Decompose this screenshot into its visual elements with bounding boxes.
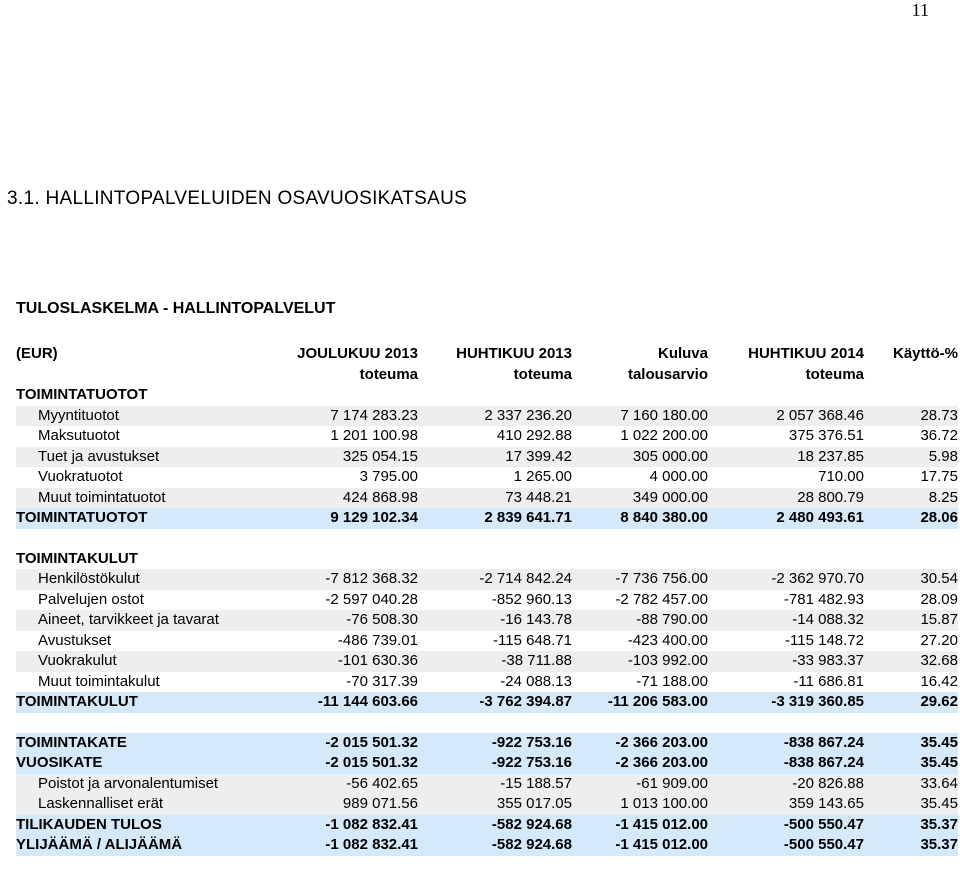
- value-cell: -20 826.88: [708, 774, 864, 795]
- table-row: [16, 426, 958, 447]
- value-cell: 35.45: [864, 753, 958, 774]
- value-cell: -7 812 368.32: [274, 569, 418, 590]
- value-cell: -3 762 394.87: [418, 692, 572, 713]
- value-cell: 1 265.00: [513, 468, 572, 485]
- value-cell: -2 015 501.32: [274, 733, 418, 754]
- value-cell: 16.42: [920, 672, 958, 690]
- value-cell: 17.75: [920, 468, 958, 485]
- value-cell: -101 630.36: [274, 651, 418, 672]
- value-cell: -2 366 203.00: [572, 753, 708, 774]
- row-label: Aineet, tarvikkeet ja tavarat: [16, 610, 274, 631]
- section-label: TOIMINTATUOTOT: [16, 386, 148, 403]
- column-header: HUHTIKUU 2013: [456, 345, 572, 362]
- value-cell: -11 144 603.66: [274, 692, 418, 713]
- value-cell: -103 992.00: [572, 651, 708, 672]
- value-cell: -16 143.78: [418, 610, 572, 631]
- table-row: [16, 753, 958, 774]
- column-subheader: toteuma: [513, 365, 572, 383]
- table-row: [16, 815, 958, 836]
- value-cell: -500 550.47: [708, 835, 864, 856]
- value-cell: 359 143.65: [708, 794, 864, 815]
- value-cell: 2 337 236.20: [418, 406, 572, 427]
- spacer-row: [16, 713, 958, 733]
- value-cell: -11 206 583.00: [572, 692, 708, 713]
- value-cell: 1 013 100.00: [572, 794, 708, 815]
- column-header: Kuluva: [657, 345, 708, 362]
- value-cell: 29.62: [864, 692, 958, 713]
- empty-cell: [16, 365, 274, 386]
- value-cell: 36.72: [920, 427, 958, 444]
- value-cell: -11 686.81: [793, 672, 864, 690]
- value-cell: 355 017.05: [418, 794, 572, 815]
- report-title: TULOSLASKELMA - HALLINTOPALVELUT: [16, 300, 336, 317]
- row-label: Henkilöstökulut: [16, 569, 274, 590]
- value-cell: -838 867.24: [708, 733, 864, 754]
- row-label: TILIKAUDEN TULOS: [16, 815, 274, 836]
- row-label: YLIJÄÄMÄ / ALIJÄÄMÄ: [16, 835, 274, 856]
- value-cell: -1 415 012.00: [572, 835, 708, 856]
- value-cell: -2 366 203.00: [572, 733, 708, 754]
- value-cell: -2 015 501.32: [274, 753, 418, 774]
- value-cell: -500 550.47: [708, 815, 864, 836]
- value-cell: 35.37: [864, 835, 958, 856]
- value-cell: -922 753.16: [418, 733, 572, 754]
- value-cell: -71 188.00: [636, 672, 708, 690]
- column-header: Käyttö-%: [892, 345, 958, 362]
- table-row: [16, 672, 958, 693]
- value-cell: -423 400.00: [627, 631, 708, 649]
- value-cell: 2 839 641.71: [418, 508, 572, 529]
- value-cell: 32.68: [864, 651, 958, 672]
- table-row: [16, 508, 958, 529]
- table-row: [16, 569, 958, 590]
- value-cell: 28.73: [864, 406, 958, 427]
- value-cell: 7 174 283.23: [274, 406, 418, 427]
- value-cell: 7 160 180.00: [572, 406, 708, 427]
- value-cell: -24 088.13: [500, 672, 572, 690]
- unit-label: (EUR): [16, 345, 58, 362]
- row-label: Muut toimintatuotot: [16, 488, 274, 509]
- table-row: [16, 794, 958, 815]
- value-cell: 73 448.21: [418, 488, 572, 509]
- value-cell: 9 129 102.34: [274, 508, 418, 529]
- section-heading-row: [16, 549, 958, 570]
- row-label: Vuokratuotot: [38, 468, 123, 485]
- value-cell: -582 924.68: [418, 815, 572, 836]
- value-cell: 28.09: [920, 590, 958, 608]
- value-cell: -1 082 832.41: [274, 815, 418, 836]
- table-row: [16, 406, 958, 427]
- value-cell: 35.45: [864, 733, 958, 754]
- value-cell: -70 317.39: [346, 672, 418, 690]
- value-cell: 2 480 493.61: [708, 508, 864, 529]
- value-cell: -7 736 756.00: [572, 569, 708, 590]
- value-cell: -33 983.37: [708, 651, 864, 672]
- spacer-cell: [16, 529, 958, 549]
- value-cell: 1 022 200.00: [620, 427, 708, 444]
- value-cell: -486 739.01: [337, 631, 418, 649]
- value-cell: 27.20: [920, 631, 958, 649]
- value-cell: -38 711.88: [418, 651, 572, 672]
- value-cell: -2 714 842.24: [418, 569, 572, 590]
- value-cell: -2 597 040.28: [325, 590, 418, 608]
- row-label: Maksutuotot: [38, 427, 120, 444]
- row-label: TOIMINTAKATE: [16, 733, 274, 754]
- value-cell: -56 402.65: [274, 774, 418, 795]
- row-label: Vuokrakulut: [16, 651, 274, 672]
- table-row: [16, 692, 958, 713]
- value-cell: 28.06: [864, 508, 958, 529]
- row-label: VUOSIKATE: [16, 753, 274, 774]
- value-cell: 5.98: [864, 447, 958, 468]
- income-statement-table: [16, 344, 958, 856]
- column-subheader: toteuma: [805, 365, 864, 383]
- table-row: [16, 631, 958, 652]
- row-label: Avustukset: [38, 631, 112, 649]
- value-cell: -3 319 360.85: [708, 692, 864, 713]
- table-row: [16, 733, 958, 754]
- value-cell: -115 148.72: [785, 631, 864, 649]
- value-cell: -14 088.32: [708, 610, 864, 631]
- table-row: [16, 610, 958, 631]
- row-label: TOIMINTATUOTOT: [16, 508, 274, 529]
- value-cell: -2 362 970.70: [708, 569, 864, 590]
- value-cell: -15 188.57: [418, 774, 572, 795]
- row-label: Poistot ja arvonalentumiset: [16, 774, 274, 795]
- header-row-1: [16, 344, 958, 365]
- value-cell: 35.45: [864, 794, 958, 815]
- value-cell: 710.00: [818, 468, 864, 485]
- value-cell: 325 054.15: [274, 447, 418, 468]
- section-heading-row: [16, 385, 958, 406]
- value-cell: 17 399.42: [418, 447, 572, 468]
- table-row: [16, 835, 958, 856]
- value-cell: 28 800.79: [708, 488, 864, 509]
- page-number: 11: [911, 0, 929, 20]
- value-cell: -582 924.68: [418, 835, 572, 856]
- value-cell: 424 868.98: [274, 488, 418, 509]
- value-cell: 349 000.00: [572, 488, 708, 509]
- value-cell: -88 790.00: [572, 610, 708, 631]
- spacer-row: [16, 529, 958, 549]
- value-cell: 375 376.51: [788, 427, 864, 444]
- value-cell: 3 795.00: [359, 468, 418, 485]
- value-cell: 410 292.88: [496, 427, 572, 444]
- value-cell: 1 201 100.98: [330, 427, 418, 444]
- row-label: TOIMINTAKULUT: [16, 692, 274, 713]
- value-cell: -76 508.30: [274, 610, 418, 631]
- table-row: [16, 488, 958, 509]
- row-label: Myyntituotot: [16, 406, 274, 427]
- table-row: [16, 651, 958, 672]
- row-label: Tuet ja avustukset: [16, 447, 274, 468]
- value-cell: 8.25: [864, 488, 958, 509]
- value-cell: -115 648.71: [493, 631, 572, 649]
- header-row-2: [16, 365, 958, 386]
- value-cell: 2 057 368.46: [708, 406, 864, 427]
- value-cell: 989 071.56: [274, 794, 418, 815]
- row-label: Laskennalliset erät: [16, 794, 274, 815]
- row-label: Palvelujen ostot: [38, 590, 144, 608]
- value-cell: -1 082 832.41: [274, 835, 418, 856]
- value-cell: 4 000.00: [649, 468, 708, 485]
- column-subheader: toteuma: [359, 365, 418, 383]
- section-label: TOIMINTAKULUT: [16, 549, 138, 567]
- column-header: HUHTIKUU 2014: [748, 345, 864, 362]
- value-cell: -838 867.24: [708, 753, 864, 774]
- value-cell: -1 415 012.00: [572, 815, 708, 836]
- table-row: [16, 590, 958, 611]
- column-subheader: [864, 365, 958, 386]
- value-cell: 15.87: [864, 610, 958, 631]
- value-cell: 30.54: [864, 569, 958, 590]
- table-row: [16, 467, 958, 488]
- value-cell: -922 753.16: [418, 753, 572, 774]
- income-statement: [16, 300, 958, 856]
- section-heading: 3.1. HALLINTOPALVELUIDEN OSAVUOSIKATSAUS: [7, 188, 468, 209]
- table-body: [16, 385, 958, 856]
- value-cell: -852 960.13: [491, 590, 572, 608]
- table-row: [16, 447, 958, 468]
- value-cell: -61 909.00: [572, 774, 708, 795]
- row-label: Muut toimintakulut: [38, 672, 160, 690]
- table-row: [16, 774, 958, 795]
- value-cell: 33.64: [864, 774, 958, 795]
- value-cell: 35.37: [864, 815, 958, 836]
- column-subheader: talousarvio: [627, 365, 708, 383]
- value-cell: -781 482.93: [783, 590, 864, 608]
- value-cell: 18 237.85: [708, 447, 864, 468]
- column-header: JOULUKUU 2013: [297, 345, 418, 362]
- value-cell: 8 840 380.00: [572, 508, 708, 529]
- value-cell: 305 000.00: [572, 447, 708, 468]
- value-cell: -2 782 457.00: [615, 590, 708, 608]
- spacer-cell: [16, 713, 958, 733]
